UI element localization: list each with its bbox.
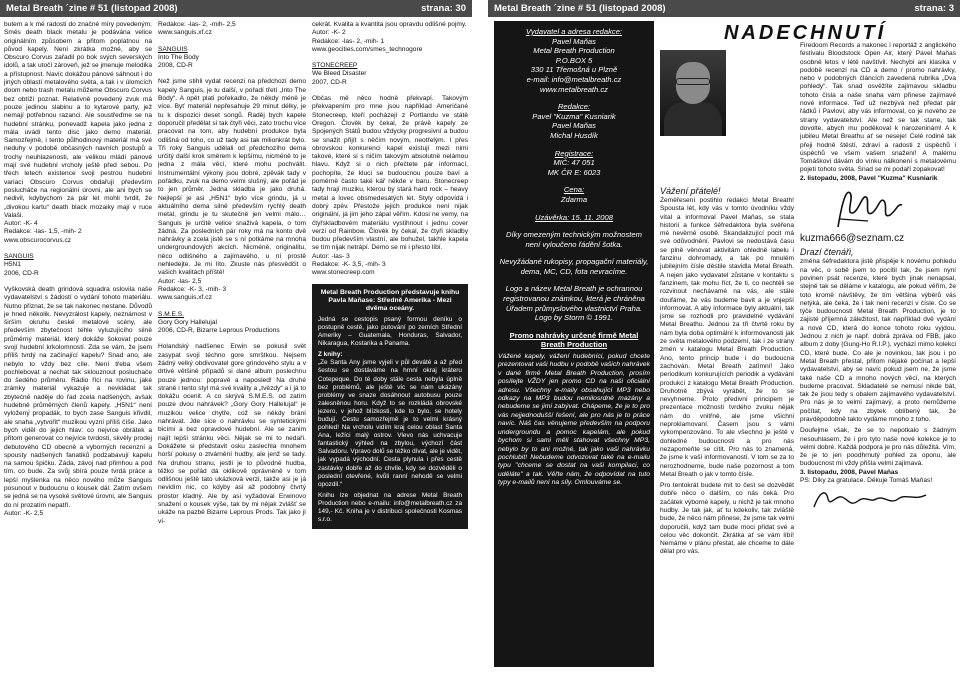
album-year: 2006, CD-R [4, 269, 39, 277]
left-header [0, 0, 472, 17]
editor-email[interactable]: kuzma666@seznam.cz [800, 233, 905, 245]
editorial-text: změna šéfredaktora jistě přispěje k novému pohledu na věc, o sobě jsem to pocítil tak, že jsem nyní povinen psát recenze, které bych jinak nenapsal, stejně tak se děláme v katalogu, ale pokud věřím, že toto kromě návštěvy, že tím většina výběrů vás netýká, ale čeká, že i tak není recenzí v čísle. Co se týče budoucnosti Metal Breath Production, je to zajisté příjemná záležitost, tak například dvě vydání a nové CD, která do konce tohoto roku vyjdou. Jednou z nich je např. dobrá zpráva od FBB, jako album z doby (Gung-Ho R.I.P.), vychází mimo kolekci CD, které bude. Co ale je novinkou, tak jsou i po Metal Breath přestal, přitom nějaké počínat a lepší vydavatelství, aby se navíc pokud jsem ne, že jsme také naše CD a mnoho nových věcí, na kterých budeme pracovat. Skladatelé se nemusí nikde bát, tak že jsou tedy s obalem zajímavého vydavatelství. Pro nás je to velmi zajímavý, a proto nemůžeme počítat, kdy na zbytek oblíbený tak, že pravděpodobně takto vydáme mnoho z toho. [800, 258, 956, 423]
book-promo-box [312, 284, 468, 530]
review-text: Občas mě něco hodně překvapí. Takovým překvapením pro mne jsou například Američané Stonecreep, kteří pocházejí z Portlandu ve státě Oregon. Člověk by čekal, že právě kapely ze Spojených Států budou vždycky progresivní a budou se snažit přijít s něčím novým, neotřelým. I přes obrovskou konkurenci kapel existují mezi nimi takové, které si s ničím takovým absolutně nelámou hlavu. Když si o nich přečtete pár informací, pochopíte, že kluci se budoucnou pouze baví a poměrně často také kář někde v baru. Stonecreep tady hrají muziku, kterou by stará hard rock – heavy metal a lovec obsmedesátých let. Styly odpovídá i dobrý zpěv. Přestože jejich produkce není nijak originální, já jim jeho zápal věřím. Kdosi ne vemy, na čtyřskladbovém materiálu vystihnout i jednu cover verzi od Rainbow. Člověk by čekal, že čtyři skladby budou především vlastní, ale bohužel, takhle kapela se tím nijak netrápí. Demo se mi i přesto líbí. [312, 95, 468, 252]
review-rating: Redakce: -K- 3,5, -mih- 3 [312, 261, 386, 269]
imprint-heading: Redakce: [557, 102, 591, 112]
review-rating: Redakce: -las- 2, -mih- 1 [312, 37, 385, 45]
registration-line: MK ČR E: 6023 [547, 167, 601, 177]
editor-name: Michal Husdík [550, 130, 598, 140]
typo-notice: Díky omezeným technickým možnostem není vyloučeno řádění šotka. [506, 230, 642, 249]
band-website-link[interactable]: www.sanguis.xf.cz [158, 29, 212, 37]
album-title: Into The Body [158, 53, 199, 61]
imprint-line: P.O.BOX 5 [555, 55, 593, 65]
left-header-title: Metal Breath ´zine # 51 (listopad 2008) [6, 3, 178, 14]
editor-photo [660, 50, 726, 136]
review-author: Autor: -las- 3 [312, 252, 350, 260]
editorial-heading: NADECHNUTÍ [724, 22, 887, 44]
price: Zdarma [560, 194, 588, 204]
book-promo-title: Metal Breath Production představuje knihu Pavla Maňase: Středně Amerika - Mezi dvěma oceány. [320, 288, 460, 312]
review-text: Holandský nadšenec Erwin se pokusil svět zasypat svojí téchno gore smrštkou. Nejsem žádný velký obdivovatel gore grindového stylu a v drtivé většině případů si dané album poslechnu pouze jednou: popravě a naposled! Na druhé straně i tento styl má své kvality a „tvězdy“ a i já to dokážu ocenit. A co skrývá S.M.E.S. od zatím pouze dvou nahrávek? „Gory Gory Hallelujal“ je muzikou velice chytře, což se někdy brání nahrávat. Jde sice o nahrávku se syntetickými bicími a bez opravdové hudební. Ale se zanim najít lepší stránku věci. Nějak se mi to nedaří. Dokážete si představit osku zaslechla mnohem horší pokusy o ztvárnění hudby, ale jenž se tady. Na druhou stranu, jestli je to původně hudba, těžko se pořád dá oklikově oprávněně v tom odlišnou ještě tato ukázková verzi, takže asi je já nevidím nic, co kdyby asi až podobný čtvrtý prostor kladný. Ale by asi vyžadoval Erwinovo snažení o kousek výše, tak by mi nějak zvlášť se ukáže na pazbě Bizarre Leprous Prods. Tak jako jí ví- [158, 343, 306, 525]
registration-line: MIČ: 47 051 [553, 158, 595, 168]
book-promo-text: Jedná se cestopis psaný formou deníku o postupně cestě, jako putování po zemích Střední Ameriky – Guatemala, Honduras, Salvador, Nikaragua, Kostarika a Panama. [318, 315, 462, 348]
review-author: Autor: -K- 2 [312, 29, 346, 37]
book-quote-heading: Z knihy: [318, 351, 343, 359]
editorial-column-a [660, 186, 794, 667]
imprint-website[interactable]: www.metalbreath.cz [540, 84, 608, 94]
editorial-text: Pro tentokrát budete mít to čest se dozvědět dobře něco o dalším, co nás čeká. Pro začátek výborné kapely, u nichž je tak mnoho hudby. Je tak jak, ať tu kdekoliv, tak zvláště bude, že něco nám přinese, že jsme tak velmi doporučili, když tam bude moci přidat své a celou věc dokončit. Zkrátka ať se vám líbí! Nemáme v plánu přestat, ale chceme to dále dělat pro vás. [660, 482, 794, 556]
band-name: SANGUIS [4, 253, 34, 261]
editorial-postscript: PS: Díky za gratulace. Děkuje Tomáš Maňas! [800, 477, 933, 485]
album-year: 2006, CD-R, Bizarre Leprous Productions [158, 327, 280, 335]
left-column-2 [158, 21, 306, 673]
right-header-title: Metal Breath ´zine # 51 (listopad 2008) [494, 3, 666, 14]
right-page [488, 0, 960, 673]
editorial-text: Zeměřesení postihlo redakci Metal Breath! Spousta lét, kdy vás v tomto úvodníku vždy vítal a informoval Pavel Maňas, se stala historií a funkce šéfredaktora byla svěřena mé nevěrné osobě. Skandalizující pocit má své odůvodnění. Pavlovi se nedostává času se plně věnovat aktivitám ohledně labelu i fanzinu dohromady, a tak po mnulém jubilejním čísle děstile stavidla Metal Breath. A nejen jako vydavatel zůstane v kontaktu s fanzinem, tak mohu říct, že ti, co nechtěli se rozvinout nechávamé na vás, ale stále doufáme, že vás budeme bavit a je vnjepší informovat. A aby informace byly aktuální, tak jsme se rozhodli pro pravidelné vydávání Metal Breathu. Jednou za tři čtvrtě roku by nám byla doba optimální k informovanosti jak ze světa metalového podzemí, tak i ze strany zmén v katalogu Metal Breath Production. Ano, tento princip bude i do budoucna zachován. Metal Breath zatímní! Jako periodikum konkurujících periodik a vydávání produkcí z katalogu Metal Breath Production. Druhotně zbývá vyrábět, že to se nevyhneme. Proto předivní principem je prezentace možnosti tvrdého zvuku nějak nám do vnitřně, ale jsme všichni neproklamovaní. Časem jsou s vámi vykompenzováno. To ale všechno je ještě v dohledné budoucnosti a pro nás nezapomeňte se cítit. Pro nás to znamená, že jsme k vaší informovanosti. V tom se za to nerozhodneme, bude naše pozornost a tom Metal Breath o jak v tomto čísle. [660, 197, 794, 478]
review-author: Autor: -K- 4 [4, 220, 38, 228]
imprint-line: Metal Breath Production [533, 46, 615, 56]
left-column-3 [312, 21, 468, 673]
unsolicited-notice: Nevyžádané rukopisy, propagační materiály, dema, MC, CD, fota nevracíme. [499, 257, 649, 276]
band-name: S.M.E.S. [158, 310, 185, 318]
left-column-1 [4, 21, 152, 673]
promo-heading: Promo nahrávky určené firmě Metal Breath Production [509, 330, 639, 350]
editorial-signature-line: 2. listopadu, 2008, Pavel "Kuzma" Kusniarik [800, 174, 938, 182]
book-quote: „Ze Santa Any jsme vyjeli v půl deváté a až před šestou se dostáváme na hrnní okraj kráteru Cotepeque. Do té doby stále cesta nebyla úplně bez problémů, ale ještě víc se nám ukázány problémy ve snaze dosáhnout autobusu pouze zalesněnou horu. Když to se rozkládá obrovské jezero, v jehož blízkosti, kde to bylo, se hotely budují. Cestu samozřejmě je to velmi krásný pohled! Na vrcholu vidím kraj celou oblast Santa Ana, ležíci malý ostrov. Vlevo nás uchvacuje fantastický výhled na zbylou, výchozí část Salvadoru. Vpravo dolů se téžko dívat, ale je vidět, jak vypadá východní. Cesta plynula i přes cestě zastávky dobře až do chvíle, kdy se dozvěděli o poslední otevřené, kvůli ranní nehodě se velmi opozdil.“ [318, 359, 462, 488]
left-page [0, 0, 472, 673]
album-year: 2008, CD-R [158, 62, 193, 70]
trademark-notice: Logo a název Metal Breath je ochrannou registrovanou známkou, která je chráněna Úřadem průmyslového vlastnictví Praha. Logo by Storm © 1991. [503, 284, 645, 323]
promo-text: Vážené kapely, vážení hudebníci, pokud chcete prezentovat vaši hudbu v podobě vašich nahrávek v dané firmě Metal Breath Production, prosím posílejte VŽDY jen promo CD na naši oficiální adresu. Všechny e-maily obsahující MP3 nebo odkazy na MP3 budou nemilosrdně mazány a nebudeme se jimi zabývat. Chápeme, že je to pro vás nejjednodušší řešení, ale pro nás je to práce navíc. Náš čas věnujeme především na podporu undergroundu a pomoc kapelám, ale pokud bychom si sami měli stahovat všechny MP3, nebylo by to ani možné, tak jako vaši nahrávku pochlubit! Nebudeme odvozovat také na e-mailu typu "chceme se dostat na vaši kompilaci, co uděláte" a tak. Věřte nám, že odpovídat na tuto typy e-mailů není na síly. Omlouváme se. [498, 353, 650, 487]
editor-name: Pavel Maňas [552, 121, 596, 131]
editorial-signature-line: 3. listopadu, 2008, Pavel Maňas [800, 468, 899, 476]
imprint-email[interactable]: e-mail: info@metalbreath.cz [526, 74, 622, 84]
imprint-heading: Vydavatel a adresa redakce: [525, 27, 623, 36]
album-title: Gory Gory Hallelujal [158, 318, 217, 326]
right-header [488, 0, 960, 17]
imprint-line: Pavel Maňas [552, 36, 596, 46]
imprint-heading: Cena: [563, 185, 585, 195]
review-text: Vyškovská death grindová squadra oslovila naše vydavatelství s žádostí o vydání tohoto materiálu. Nutno přiznat, že se tak nakonec nestane. Důvodů je hned několik. Nevyzrálost kapely, neznámost v širším okruhu české metalové scény, ale především zbytečnost téhle vyluzujícího silně průměrný materiál, který dokáže šokovat pouze svojí hudební krkolomností. Zda se vám, že jsem příliš tvrdý na začínající kapelu? Snad ano, ale nebylo to vždy bez cíle. Není třeba všem pochlebovat a nechat tak sklouznout posluchače do šedého průměru. Rádio říci na rovinu, jaké zrámky materiál vykazuje a nevkládat tak zbytečně naděje do řad zcela nadšených, avšak hudebně průměrných členů kapely. „H5N1“ není vyložený propadák, to bych zase Sanguis křivdil, ale snaha „vytvořit“ muzikou vyzní příliš číše. Jako bych viděl do jejich hlav: co nejvíce obrátek a přitom generovat co nejvíce tvrdosti, skvěly prodej debutového CD obecně a vyborných recenzní a spousty nadšených fanatiků podzabavují kapelu na samou špičku. Záda, závoj nad přimhou a pod tím, co bude. Za svůj sbírá pouze tvrdá práce a lepší myšlenka na něco nového může Sanguis posunout v budoucnu o kousek dál. Zatím ovšem se jedná se na vysoké světové úrovni, ale Sanguis do ní prozatím nepatří. [4, 285, 152, 509]
album-title: H5N1 [4, 261, 21, 269]
review-text: butem a k mé radosti do značné míry povedeným. Směs death black metalu je podávána velice originálním způsobem a přitom poplatnou na původ kapely. Není zkrátka možné, aby se Obscuro Corvus zařadil po bok svých severských idolů, a tak utočí zároveň, jež se jmenuje melodika a přístupnost. Navíc dokážou pánové sáhnout i do jiných oblastí metalového světa, a tak i v úlomcích doom nebo trash metalu můžeme Obscuro Corvus bez obtíží poznat. Relativně povedený zvuk má pouze jedinou slabinu a to kytarové party, jež nemají potřebnou razanci. Ale soustřeďme se na hudební stránku, ponevadž kapela jako jedna z mála uvádí tento disc jako demo materiál. Samozřejmě, i tento půlhodinový materiál má své neduhy v podobě občasných navních postupů a trochy neuhlazenosti, ale velikou mládí pánové mají své hudební vrcholy ještě před sebou. Po třech letech existence svoji pestrou hudební variaci Obscuro Corvus obdařují především poslucháče na regionální úrovni, ale ani bych se nedivil, kdybychom za pár let mohli tvrdit, že „divokou kartu“ death black mozaiky mají v ruce Valaši. [4, 21, 152, 219]
review-rating: Redakce: -las- 1,5, -mih- 2 [4, 228, 82, 236]
band-name: STONECREEP [312, 62, 358, 70]
review-rating: Redakce: -K- 3, -mih- 3 [158, 285, 227, 293]
editorial-column-b [800, 42, 956, 667]
handwritten-signature [800, 183, 956, 235]
band-website-link[interactable]: www.geocities.com/smes_technogore [312, 45, 423, 53]
review-author: Autor: -K- 2,5 [4, 509, 44, 517]
band-name: SANGUIS [158, 45, 188, 53]
band-website-link[interactable]: www.sanguis.xf.cz [158, 294, 212, 302]
imprint-heading: Registrace: [554, 148, 594, 158]
review-rating: Redakce: -las- 2, -mih- 2,5 [158, 21, 236, 28]
imprint-box [494, 21, 654, 667]
editorial-greeting: Drazí čtenáři, [800, 247, 854, 258]
album-year: 2007, CD-R [312, 78, 347, 86]
right-header-page: strana: 3 [914, 3, 954, 14]
handwritten-signature [800, 485, 956, 515]
deadline: Uzávěrka: 15. 11. 2008 [535, 212, 613, 222]
album-title: We Bleed Disaster [312, 70, 367, 78]
review-text: Než jsme stihli vydat recenzi na předchozí demo kapely Sanguis, je tu další, v pořadí třetí „Into The Body“. A opět plati pořekadlo, že někdy méně je více. Byť materiál nepřesahuje 29 minut délky, je tu k dispozici deset songů. Raděj bych kapele doporučil předělat si tak čtyři věci, zato trochu více pracovat na tom, aby hudební produkce byla odlišná od toho, co už tady asi tak milionkrát bylo. Tři roky Sanguis udělali od předchozího dema určitý další krok směrem k lepšímu, nicméně to je jedna z mála věcí, které mohu pochválit. Instrumentální výkony jsou dobré, zpěvák tady v pořádku, zvuk na demo velmi slušný, ale pořád je to jen průměr. Jedna skladba je jako druhá. Nejlepší je asi „H5N1“ bylo více grindu, já u aktuálního dema silně především rychlý death metal, grindu je tu skutečně jen velmi málo… Sanguis je určitě velice snaživá kapela, o tom žádná. Za posledních pár roky má na konto dvě nahrávky a zcela jistě se s ní potkáme na mnoha undergroundových akcích. Nicméně, originalitu, něco odlišného a zajímavého, u ní prostě nehledejte. Je mi líto. Zkuste nás přesvědčit o vašich kvalitách příště! [158, 78, 306, 277]
review-text: cekrát. Kvalita a kvantita jsou opravdu odlišné pojmy. [312, 21, 467, 28]
editorial-text: Firedoom Records a nakonec i reportáž z anglického festivalu Bloodstock Open Air, který Pavel Maňas osobně letos v létě navštívil. Nechybí ani klasika v podobě recenzí na CD a demo / promo nahrávky, nebo v podobných článcích zavedená rubrika „Dva pohledy“. Tak snad osvěžíte zajímavou skladbu tohoto čísla a naše snaha vám přinese zajímavé nové informace. Teď už nezbývá než předat pár řádků i Pavlovi, aby vás informoval, co je nového ze strany vydavatelství. Ale než se tak stane, tak dovolte, abych mu poděkoval k narozeninám! A k jubileu Metal Breathu ať se neseje! Celé rodině tak přeji hodně štěstí, zdraví a radosti z úspěchů i úspěchů ve všem vašem snažení! A malému Tomáškovi dávám do vínku nálkonení s metalovému pojetí tohoto světa. Snad se mi podaří zopakovat! [800, 42, 956, 174]
left-header-page: strana: 30 [421, 3, 466, 14]
editor-name: Pavel "Kuzma" Kusniarik [532, 111, 616, 121]
band-website-link[interactable]: www.obscurocorvus.cz [4, 236, 72, 244]
imprint-line: 330 11 Třemošná u Plzně [530, 65, 618, 75]
editorial-greeting: Vážení přátelé! [660, 186, 721, 196]
band-website-link[interactable]: www.stonecreep.com [312, 269, 375, 277]
review-author: Autor: -las- 2,5 [158, 277, 202, 285]
book-order-info: Knihu lze objednat na adrese Metal Breath Production nebo e-mailu: info@metalbreath.cz za 149,- Kč. Kniha je v distribuci společnosti Kosmas s.r.o. [318, 491, 462, 524]
editorial-text: Doufejme však, že se to nepotkalo s žádným nesouhlasem, že i pro tyto naše nové kolekce je to velmi dobré. Každá podpora je pro nás důležitá. Vím, že je to jen poodhrnutý pohled za oponu, ale budoucnost mi vždy přišla velmi zajímavá. [800, 427, 956, 468]
